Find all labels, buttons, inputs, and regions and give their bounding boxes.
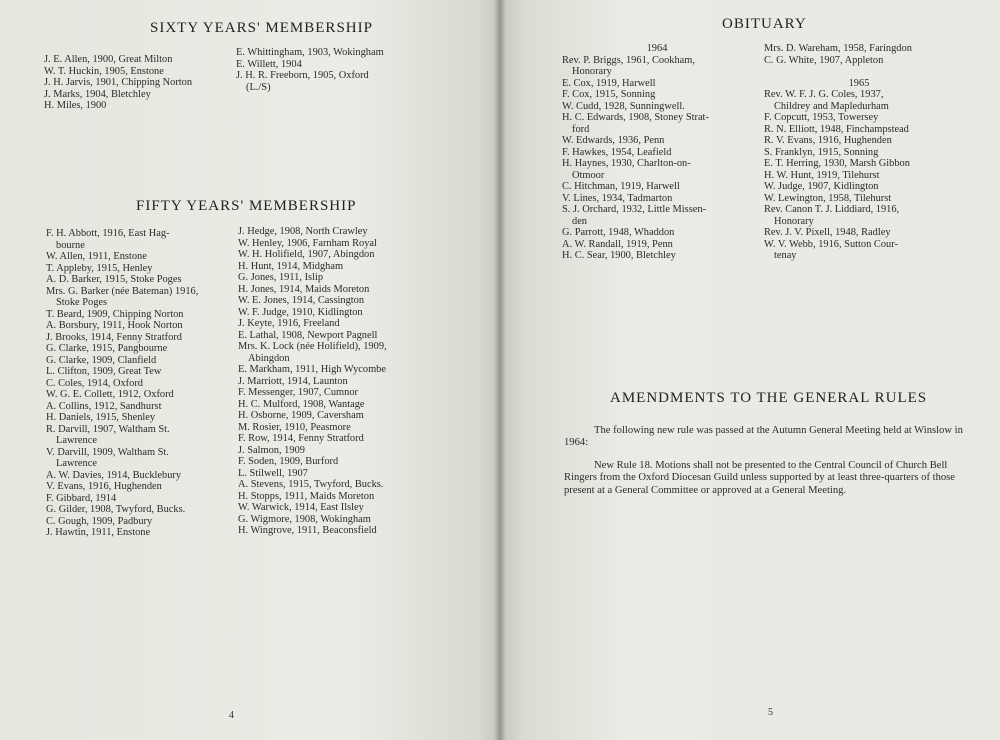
obituary-entry: R. V. Evans, 1916, Hughenden: [764, 135, 892, 146]
sixty-years-heading: SIXTY YEARS' MEMBERSHIP: [150, 20, 373, 36]
member-entry: R. Darvill, 1907, Waltham St.: [46, 423, 170, 435]
obituary-entry: Otmoor: [572, 169, 605, 181]
obituary-entry: Rev. J. V. Pixell, 1948, Radley: [764, 227, 891, 238]
member-entry: J. Brooks, 1914, Fenny Stratford: [46, 331, 182, 343]
obituary-entry: E. T. Herring, 1930, Marsh Gibbon: [764, 158, 910, 169]
member-entry: W. Warwick, 1914, East Ilsley: [238, 502, 364, 513]
obituary-entry: C. G. White, 1907, Appleton: [764, 54, 884, 66]
member-entry: J. Marks, 1904, Bletchley: [44, 88, 151, 100]
member-entry: H. C. Mulford, 1908, Wantage: [238, 398, 365, 410]
member-entry: G. Clarke, 1909, Clanfield: [46, 354, 157, 366]
member-entry: J. H. Jarvis, 1901, Chipping Norton: [44, 77, 193, 88]
member-entry: W. H. Holifield, 1907, Abingdon: [238, 249, 375, 260]
member-entry: J. Salmon, 1909: [238, 444, 305, 456]
member-entry: F. Gibbard, 1914: [46, 492, 117, 504]
member-entry: Lawrence: [56, 458, 97, 469]
obituary-entry: den: [572, 215, 588, 227]
member-entry: T. Appleby, 1915, Henley: [46, 262, 153, 274]
page-number-right: 5: [768, 707, 773, 718]
obituary-entry: Rev. P. Briggs, 1961, Cookham,: [562, 54, 695, 66]
member-entry: A. D. Barker, 1915, Stoke Poges: [46, 274, 182, 285]
obituary-entry: Childrey and Mapledurham: [774, 100, 889, 112]
spacer: [764, 66, 954, 78]
sixty-years-column-2: [236, 47, 384, 93]
obituary-entry: W. Lewington, 1958, Tilehurst: [764, 192, 892, 204]
member-entry: L. Stilwell, 1907: [238, 467, 308, 479]
obituary-entry: F. Cox, 1915, Sonning: [562, 89, 656, 100]
obituary-entry: Mrs. D. Wareham, 1958, Faringdon: [764, 43, 912, 54]
member-entry: C. Gough, 1909, Padbury: [46, 515, 153, 527]
member-entry: C. Coles, 1914, Oxford: [46, 377, 143, 389]
obituary-heading: OBITUARY: [722, 16, 807, 32]
member-entry: A. Borsbury, 1911, Hook Norton: [46, 320, 183, 331]
new-rule-18: New Rule 18. Motions shall not be presented to the Central Council of Church Bell Ringers from the Oxford Diocesan Guild unless supported by at least three-quarters of those present at a General Committee or approved at a General Meeting.: [564, 460, 955, 496]
obituary-entry: F. Hawkes, 1954, Leafield: [562, 146, 672, 158]
member-entry: G. Wigmore, 1908, Wokingham: [238, 513, 371, 525]
member-entry: W. Allen, 1911, Enstone: [46, 251, 147, 262]
member-entry: E. Whittingham, 1903, Wokingham: [236, 47, 384, 58]
member-entry: H. Stopps, 1911, Maids Moreton: [238, 490, 375, 502]
obituary-entry: A. W. Randall, 1919, Penn: [562, 238, 673, 250]
page-number-left: 4: [229, 710, 234, 721]
obituary-entry: W. Judge, 1907, Kidlington: [764, 181, 879, 192]
member-entry: H. Wingrove, 1911, Beaconsfield: [238, 525, 377, 536]
member-entry: F. H. Abbott, 1916, East Hag-: [46, 228, 170, 239]
fifty-years-column-1: [46, 228, 198, 539]
obituary-entry: V. Lines, 1934, Tadmarton: [562, 192, 673, 204]
member-entry: A. W. Davies, 1914, Bucklebury: [46, 469, 182, 481]
obituary-entry: Rev. Canon T. J. Liddiard, 1916,: [764, 204, 900, 215]
obituary-entry: tenay: [774, 250, 797, 261]
obituary-entry: Honorary: [774, 215, 814, 227]
member-entry: A. Stevens, 1915, Twyford, Bucks.: [238, 479, 384, 490]
obituary-entry: W. Edwards, 1936, Penn: [562, 135, 665, 146]
amendments-heading: AMENDMENTS TO THE GENERAL RULES: [610, 390, 928, 406]
member-entry: G. Clarke, 1915, Pangbourne: [46, 343, 168, 354]
member-entry: H. Daniels, 1915, Shenley: [46, 412, 156, 423]
member-entry: bourne: [56, 239, 85, 251]
obituary-entry: C. Hitchman, 1919, Harwell: [562, 181, 680, 192]
obituary-entry: Rev. W. F. J. G. Coles, 1937,: [764, 89, 884, 100]
member-entry: A. Collins, 1912, Sandhurst: [46, 400, 162, 412]
obituary-entry: H. W. Hunt, 1919, Tilehurst: [764, 169, 880, 181]
obituary-entry: E. Cox, 1919, Harwell: [562, 77, 656, 89]
obituary-entry: R. N. Elliott, 1948, Finchampstead: [764, 123, 909, 135]
fifty-years-column-2: [238, 226, 387, 537]
obituary-column-1: [562, 43, 752, 262]
member-entry: E. Markham, 1911, High Wycombe: [238, 364, 386, 375]
member-entry: Lawrence: [56, 435, 97, 446]
member-entry: E. Lathal, 1908, Newport Pagnell: [238, 329, 378, 341]
obituary-entry: F. Copcutt, 1953, Towersey: [764, 112, 879, 123]
member-entry: H. Jones, 1914, Maids Moreton: [238, 283, 370, 295]
right-page: [500, 0, 1000, 740]
member-entry: Mrs. G. Barker (née Bateman) 1916,: [46, 285, 199, 297]
member-entry: W. Henley, 1906, Farnham Royal: [238, 237, 377, 249]
member-entry: F. Soden, 1909, Burford: [238, 456, 339, 467]
sixty-years-column-1: [44, 54, 192, 112]
member-entry: J. H. R. Freeborn, 1905, Oxford: [236, 70, 369, 81]
obituary-entry: S. Franklyn, 1915, Sonning: [764, 146, 879, 158]
member-entry: L. Clifton, 1909, Great Tew: [46, 366, 162, 377]
member-entry: E. Willett, 1904: [236, 58, 302, 70]
member-entry: T. Beard, 1909, Chipping Norton: [46, 308, 184, 320]
member-entry: J. Hawtin, 1911, Enstone: [46, 527, 151, 538]
member-entry: J. Marriott, 1914, Launton: [238, 375, 348, 387]
member-entry: J. E. Allen, 1900, Great Milton: [44, 54, 173, 65]
member-entry: V. Evans, 1916, Hughenden: [46, 481, 162, 492]
year-label: 1964: [646, 43, 668, 54]
year-label: 1965: [848, 77, 870, 89]
member-entry: W. T. Huckin, 1905, Enstone: [44, 65, 164, 77]
obituary-entry: W. Cudd, 1928, Sunningwell.: [562, 100, 685, 112]
member-entry: H. Hunt, 1914, Midgham: [238, 260, 344, 272]
member-entry: Stoke Poges: [56, 297, 108, 308]
obituary-entry: H. C. Sear, 1900, Bletchley: [562, 250, 676, 261]
member-entry: W. E. Jones, 1914, Cassington: [238, 295, 365, 306]
member-entry: Mrs. K. Lock (née Holifield), 1909,: [238, 341, 387, 352]
member-entry: W. F. Judge, 1910, Kidlington: [238, 306, 363, 318]
obituary-entry: S. J. Orchard, 1932, Little Missen-: [562, 204, 707, 215]
member-entry: G. Jones, 1911, Islip: [238, 272, 324, 283]
fifty-years-heading: FIFTY YEARS' MEMBERSHIP: [136, 198, 357, 214]
member-entry: J. Hedge, 1908, North Crawley: [238, 226, 368, 237]
member-entry: V. Darvill, 1909, Waltham St.: [46, 446, 169, 458]
obituary-column-2: [764, 43, 954, 262]
member-entry: F. Messenger, 1907, Cumnor: [238, 387, 358, 398]
member-entry: G. Gilder, 1908, Twyford, Bucks.: [46, 504, 186, 515]
obituary-entry: G. Parrott, 1948, Whaddon: [562, 227, 675, 238]
amendments-intro: The following new rule was passed at the Autumn General Meeting held at Winslow in 1964:: [564, 425, 963, 449]
member-entry: J. Keyte, 1916, Freeland: [238, 318, 340, 329]
obituary-entry: ford: [572, 123, 590, 135]
member-entry: F. Row, 1914, Fenny Stratford: [238, 433, 364, 444]
member-entry: H. Osborne, 1909, Caversham: [238, 410, 364, 421]
member-entry: Abingdon: [248, 352, 290, 364]
member-entry: H. Miles, 1900: [44, 100, 107, 111]
member-entry: (L./S): [246, 81, 271, 93]
book-gutter: [494, 0, 506, 740]
member-entry: W. G. E. Collett, 1912, Oxford: [46, 389, 174, 400]
obituary-entry: H. Haynes, 1930, Charlton-on-: [562, 158, 691, 169]
obituary-entry: W. V. Webb, 1916, Sutton Cour-: [764, 238, 898, 250]
member-entry: M. Rosier, 1910, Peasmore: [238, 421, 351, 433]
obituary-entry: H. C. Edwards, 1908, Stoney Strat-: [562, 112, 709, 123]
obituary-entry: Honorary: [572, 66, 612, 77]
